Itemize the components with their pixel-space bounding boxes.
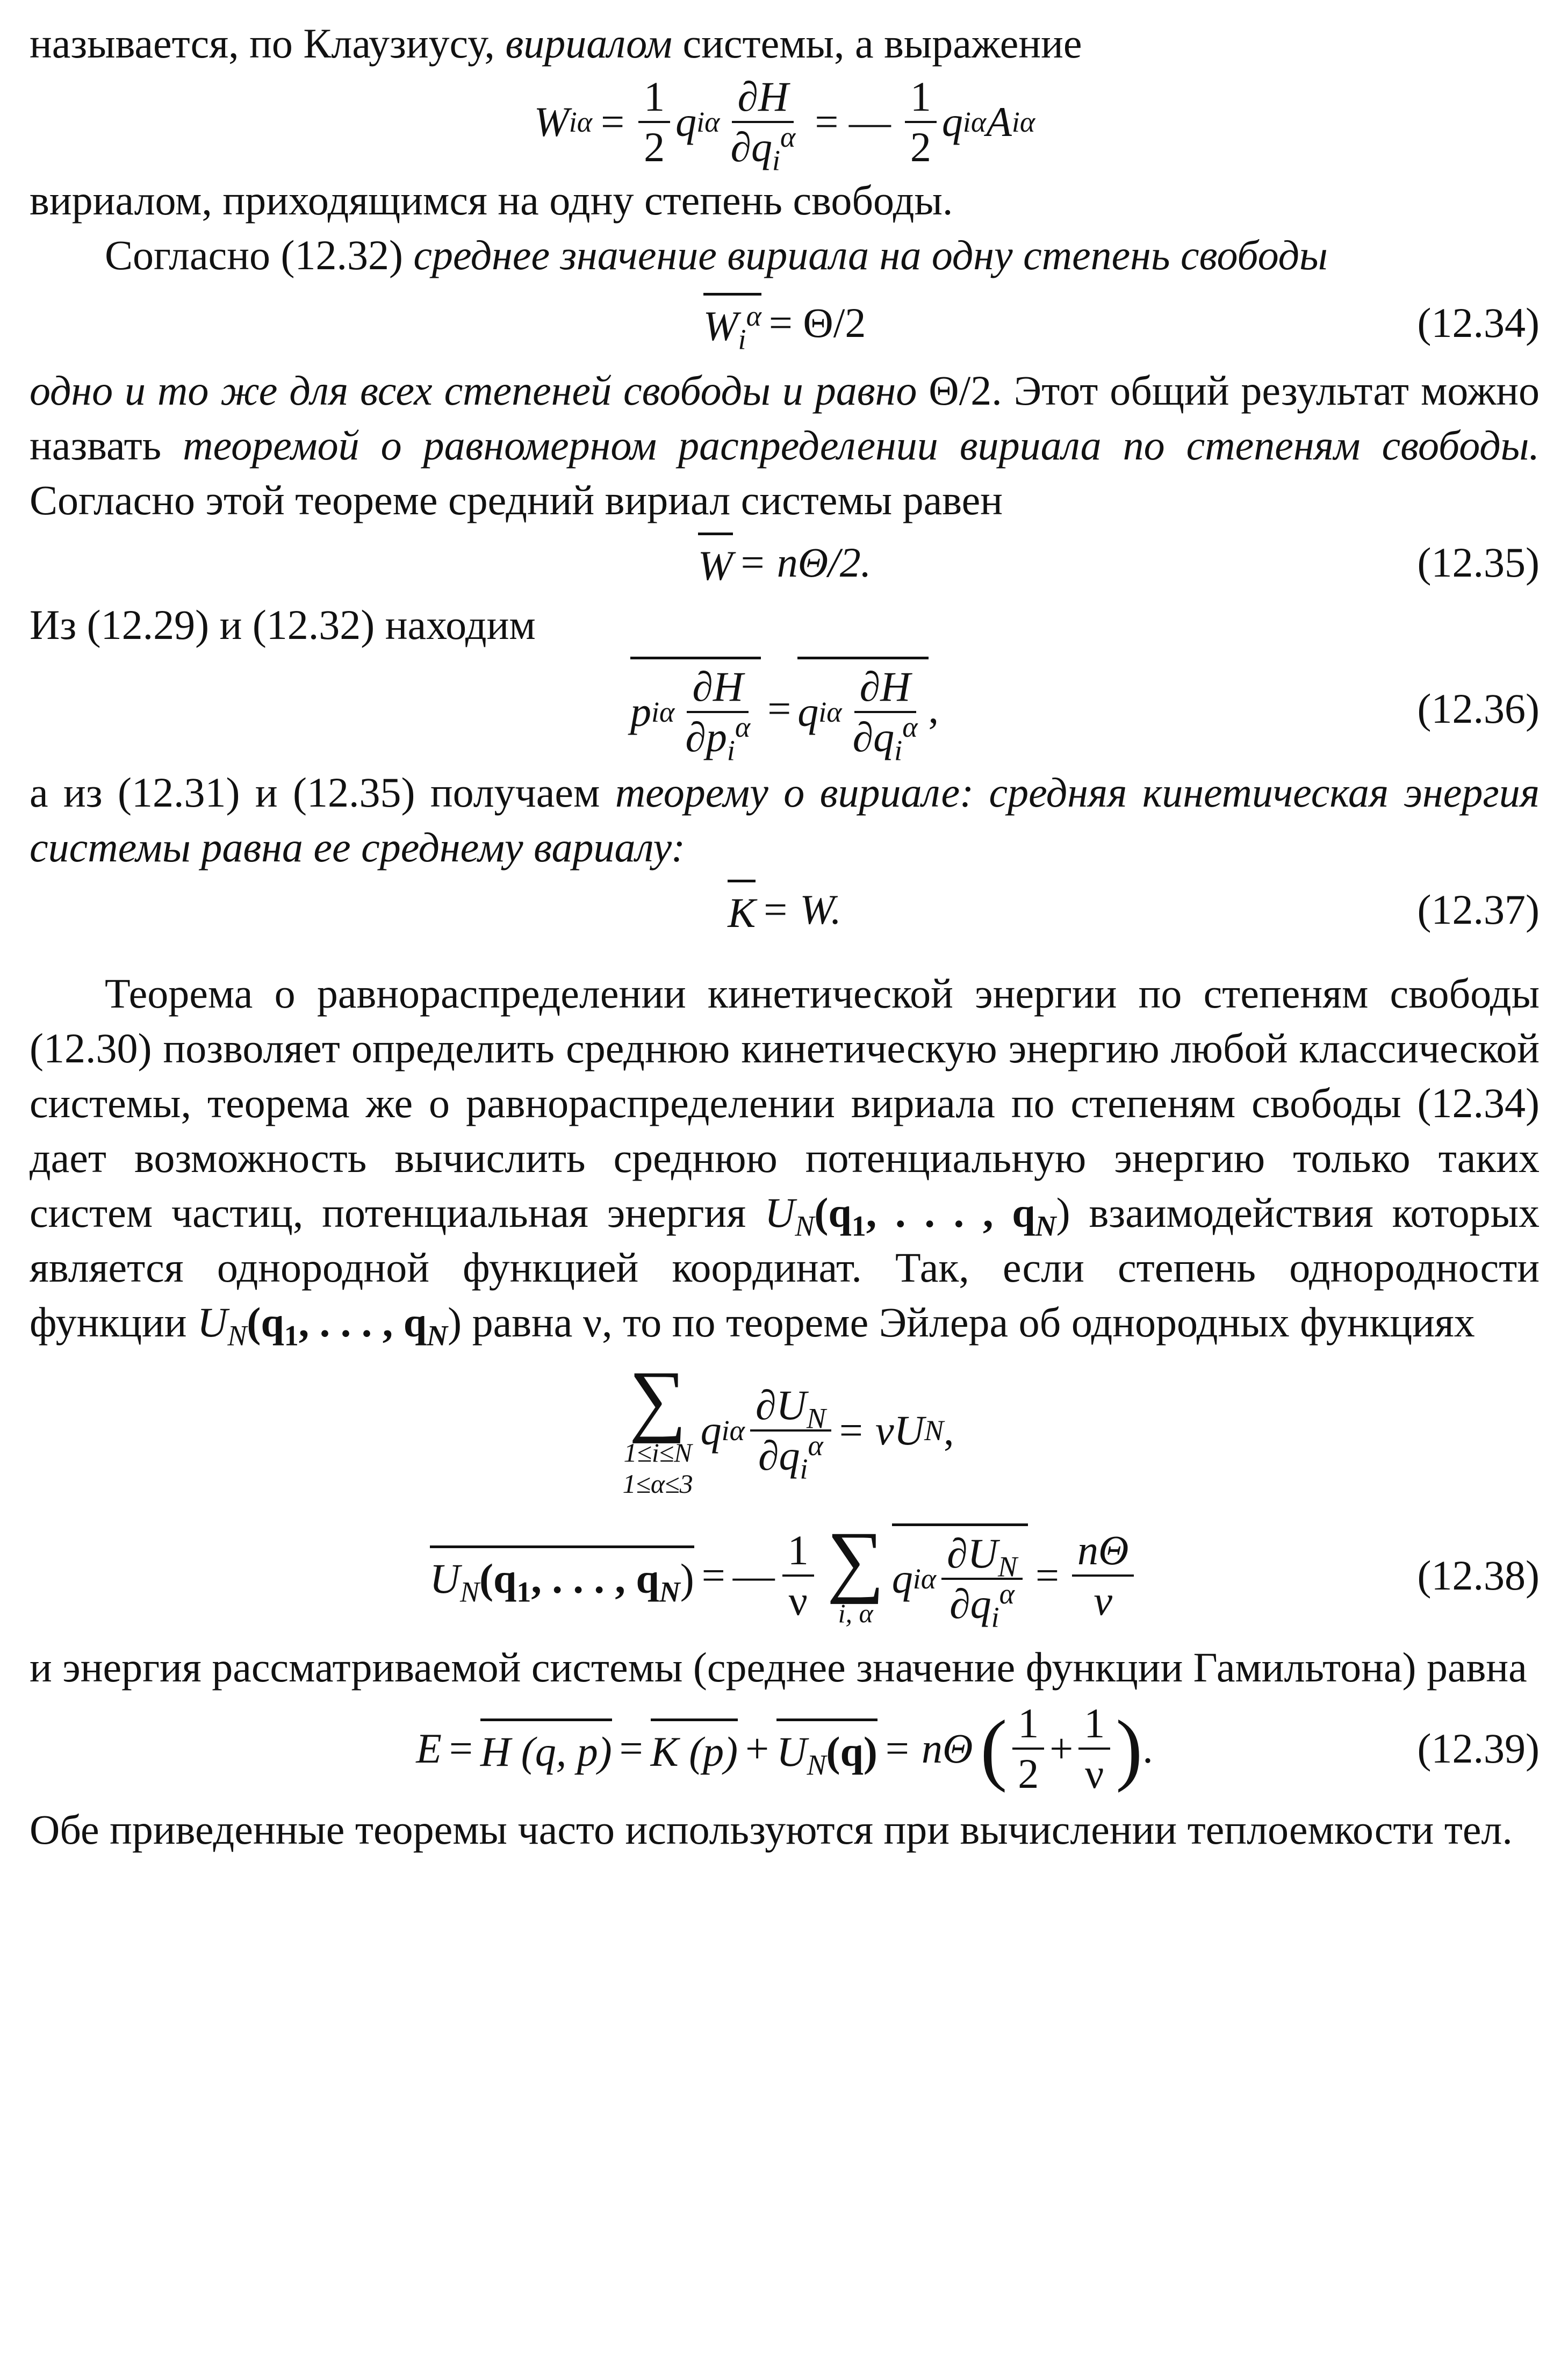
numerator: 1 (1012, 1699, 1044, 1750)
equation-number: (12.38) (1417, 1552, 1540, 1599)
text: Теорема о равнораспределении кинетической энергии по степеням свободы (12.30) позволяет определить среднюю кинетическую энергию любой классической системы, теорема же о равнораспределении вириала по степеням свободы (12.34) дает возможность вычислить среднюю потенциальную энергию только таких систем частиц, потенциальная энергия (30, 970, 1540, 1236)
args: (q (479, 1555, 517, 1602)
limit: i, α (838, 1598, 873, 1628)
mean-p-dH-dp: p i α $\frac{\partial H}{\partial p_i^\alpha}$ (630, 657, 761, 761)
text: Согласно этой теореме средний вириал системы равен (30, 477, 1003, 523)
index-alpha: α (746, 299, 761, 332)
args: ) (1056, 1189, 1070, 1236)
denominator (725, 121, 801, 177)
mean-q-dH-dq: q i α $\frac{\partial H}{\partial q_i^\alpha}$ (797, 657, 928, 761)
equals-sign: = (601, 98, 625, 145)
index-N: N (659, 1576, 680, 1608)
sigma-icon: ∑ (629, 1355, 687, 1444)
mean-U: $U_N(q_1$, . . . , $q_N$) (430, 1545, 694, 1606)
fraction-dH-dq (725, 73, 801, 177)
text: Θ/2. Этот общий результат можно назвать (30, 367, 1540, 469)
paragraph-from-1229: Из (12.29) и (12.32) находим (30, 601, 536, 648)
symbol-A: A (986, 98, 1012, 145)
paragraph-clausius (30, 16, 1540, 71)
limit: 1≤α≤3 (622, 1469, 693, 1499)
index-i: i (800, 1453, 808, 1485)
denominator (944, 1577, 1020, 1634)
fraction-dH-dq (847, 663, 923, 767)
index-i: i (727, 734, 735, 767)
equation-12-36 (30, 652, 1540, 765)
equation-number: (12.39) (1417, 1725, 1540, 1772)
paragraph-virial-per-degree: вириалом, приходящимся на одну степень свободы. (30, 177, 953, 224)
symbol-U: U (776, 1728, 807, 1775)
mean-q-dU-dq: q i α $\frac{\partial U_N}{\partial q_i^\alpha}$ (892, 1523, 1028, 1628)
plus-sign: + (1049, 1725, 1074, 1772)
theorem-statement: теорему о вириале: средняя кинетическая энергия системы равна ее среднему вариалу: (30, 769, 1540, 871)
args: (q) (826, 1728, 877, 1775)
numerator: ∂H (854, 663, 916, 713)
rhs: = nΘ/2. (738, 539, 872, 586)
plus-sign: + (745, 1725, 769, 1772)
text: а из (12.31) и (12.35) получаем (30, 769, 615, 816)
fraction-dU-dq (750, 1381, 831, 1485)
symbol-U: U (197, 1299, 228, 1346)
equation-number: (12.35) (1417, 539, 1540, 586)
index-i: i (894, 734, 903, 767)
args: ) (680, 1555, 694, 1602)
args: (q (814, 1189, 852, 1236)
equals-sign: = (701, 1552, 725, 1599)
mean-U (776, 1719, 877, 1779)
rhs: = Θ/2 (768, 299, 866, 346)
rhs: = νU (836, 1407, 924, 1454)
denominator (847, 710, 923, 767)
text: взаимодействия которых является однородной функцией координат. Так, если степень однородности функции (30, 1189, 1540, 1346)
dq: ∂q (730, 124, 772, 170)
emphasis: одно и то же для всех степеней свободы и равно (30, 367, 917, 414)
text: равна ν, то по теореме Эйлера об однородных функциях (462, 1299, 1475, 1346)
equals-sign: = (1035, 1552, 1059, 1599)
equation-euler: ∑ 1≤i≤N 1≤α≤3 q i α $\frac{\partial U_N}{\partial q_i^\alpha}$ = νU N , (622, 1355, 954, 1499)
symbol-W: W (703, 302, 738, 349)
fraction-dH-dp (680, 663, 756, 767)
index-N: N (1035, 1210, 1056, 1242)
args: , . . . , q (866, 1189, 1035, 1236)
theorem-name: теоремой о равномерном распределении вириала по степеням свободы. (183, 422, 1540, 469)
text: системы, а выражение (672, 20, 1082, 67)
numerator: ∂H (687, 663, 749, 713)
numerator: 1 (1078, 1699, 1110, 1750)
index-N: N (227, 1319, 247, 1352)
denominator: 2 (910, 124, 931, 170)
term-virial: вириалом (505, 20, 672, 67)
numerator (750, 1381, 831, 1435)
numerator: 1 (782, 1526, 814, 1577)
denominator: ν (1094, 1577, 1112, 1624)
dU: ∂U (755, 1382, 807, 1428)
numerator: nΘ (1072, 1526, 1134, 1577)
mean-W (703, 293, 761, 354)
equation-number: (12.34) (1417, 299, 1540, 346)
summation (622, 1355, 693, 1499)
index-N: N (460, 1576, 480, 1608)
equation-number: (12.36) (1417, 685, 1540, 732)
args: (q (247, 1299, 284, 1346)
equation-virial-definition: W i α = $\frac{1}{2}$ q i α $\frac{\partial H}{\partial q_i^\alpha}$ = — $\frac{1}{2}$ q i α A i α (534, 73, 1035, 177)
paragraph-equipartition-virial (30, 363, 1540, 528)
args: , . . . , q (298, 1299, 427, 1346)
sigma-icon: ∑ (826, 1515, 884, 1605)
denominator (680, 710, 756, 767)
index-N: N (795, 1210, 815, 1242)
emphasis: среднее значение вириала на одну степень свободы (413, 232, 1328, 278)
paragraph-virial-theorem (30, 765, 1540, 875)
equation-12-35 (30, 528, 1540, 598)
denominator: ν (788, 1577, 808, 1624)
index-i: i (991, 1601, 999, 1634)
args: , . . . , q (531, 1555, 659, 1602)
index-alpha: α (735, 710, 751, 743)
equals-sign: = (767, 685, 792, 732)
paragraph-conclusion: Обе приведенные теоремы часто используются при вычислении теплоемкости тел. (30, 1806, 1513, 1853)
numerator: 1 (905, 73, 937, 123)
numerator: ∂H (732, 73, 794, 123)
symbol-q: q (797, 688, 819, 735)
mean-W: W (698, 533, 733, 593)
index-N: N (997, 1550, 1017, 1583)
symbol-U: U (429, 1555, 460, 1602)
dq: ∂q (950, 1580, 991, 1627)
denominator (753, 1429, 829, 1485)
numerator (941, 1529, 1023, 1583)
fraction-1-nu (782, 1526, 814, 1625)
equals-minus: = — (815, 98, 891, 145)
rhs: = nΘ (882, 1725, 973, 1772)
mean-K: K (p) (651, 1719, 738, 1779)
equation-number: (12.37) (1417, 886, 1540, 933)
index-alpha: α (808, 1429, 823, 1462)
symbol-E: E (416, 1725, 442, 1772)
symbol-p: p (630, 688, 651, 735)
comma: , (944, 1407, 954, 1454)
dq: ∂q (852, 713, 895, 760)
denominator: 2 (1018, 1750, 1039, 1797)
comma: , (928, 685, 939, 732)
symbol-W: W (534, 98, 569, 145)
numerator: 1 (638, 73, 670, 123)
index-i: i (738, 323, 746, 356)
mean-H: H (q, p) (480, 1719, 612, 1779)
page-content (30, 16, 1540, 1857)
fraction-one-nu (1078, 1699, 1110, 1798)
dp: ∂p (685, 713, 727, 760)
index-N: N (807, 1749, 826, 1781)
index-alpha: α (999, 1577, 1015, 1610)
fraction-half (638, 73, 670, 171)
paragraph-energy: и энергия рассматриваемой системы (среднее значение функции Гамильтона) равна (30, 1644, 1527, 1691)
paragraph-equipartition-kinetic: Теорема о равнораспределении кинетической энергии по степеням свободы (12.30) позволяет определить среднюю кинетическую энергию любой классической системы, теорема же о равнораспределении вириала по степеням свободы (12.34) дает возможность вычислить среднюю потенциальную энергию только таких систем частиц, потенциальная энергия $U_N(q_1$, . . . , $q_N$) взаимодействия которых является однородной функцией координат. Так, если степень однородности функции $U_N(q_1$, . . . , $q_N$) равна ν, то по теореме Эйлера об однородных функциях (30, 970, 1540, 1352)
paragraph-according-1232 (30, 228, 1540, 283)
equation-12-37 (30, 875, 1540, 945)
symbol-q: q (700, 1407, 722, 1454)
equals-sign: = (449, 1725, 473, 1772)
args: ) (448, 1299, 462, 1346)
fraction-half (905, 73, 937, 171)
period: . (1142, 1725, 1153, 1772)
symbol-U: U (764, 1189, 795, 1236)
equals-sign: = (619, 1725, 643, 1772)
rhs: = W. (761, 886, 841, 933)
dq: ∂q (758, 1432, 800, 1479)
index-N: N (806, 1402, 826, 1435)
equation-12-39: E = H (q, p) = K (p) + $U_N(q)$ = nΘ ( $\frac{1}{2}$ + $\frac{1}{\nu}$ ) . (12.39) (416, 1700, 1540, 1797)
symbol-q: q (891, 1555, 913, 1602)
equation-12-38: $U_N(q_1$, . . . , $q_N$) = — $\frac{1}{\nu}$ ∑ i, α q i α $\frac{\partial U_N}{\partial q_i^\alpha}$ = $\frac{n\Theta}{\nu}$ (12.38) (429, 1515, 1540, 1634)
summation (826, 1515, 884, 1629)
spacer (30, 945, 1540, 966)
symbol-q: q (675, 98, 697, 145)
text: Согласно (12.32) (105, 232, 414, 278)
index-alpha: α (780, 121, 796, 153)
index-i: i (772, 144, 781, 177)
denominator: ν (1085, 1750, 1104, 1797)
symbol-q: q (941, 98, 963, 145)
dU: ∂U (947, 1529, 998, 1577)
equation-12-34 (30, 283, 1540, 363)
fraction-one-half (1012, 1699, 1044, 1798)
index-alpha: α (902, 710, 918, 743)
denominator: 2 (644, 124, 665, 170)
limit: 1≤i≤N (623, 1437, 692, 1468)
fraction-dU-dq (941, 1529, 1023, 1634)
mean-K: K (728, 880, 756, 940)
text: называется, по Клаузиусу, (30, 20, 506, 67)
fraction-ntheta-nu (1072, 1526, 1134, 1625)
index-N: N (427, 1319, 448, 1352)
